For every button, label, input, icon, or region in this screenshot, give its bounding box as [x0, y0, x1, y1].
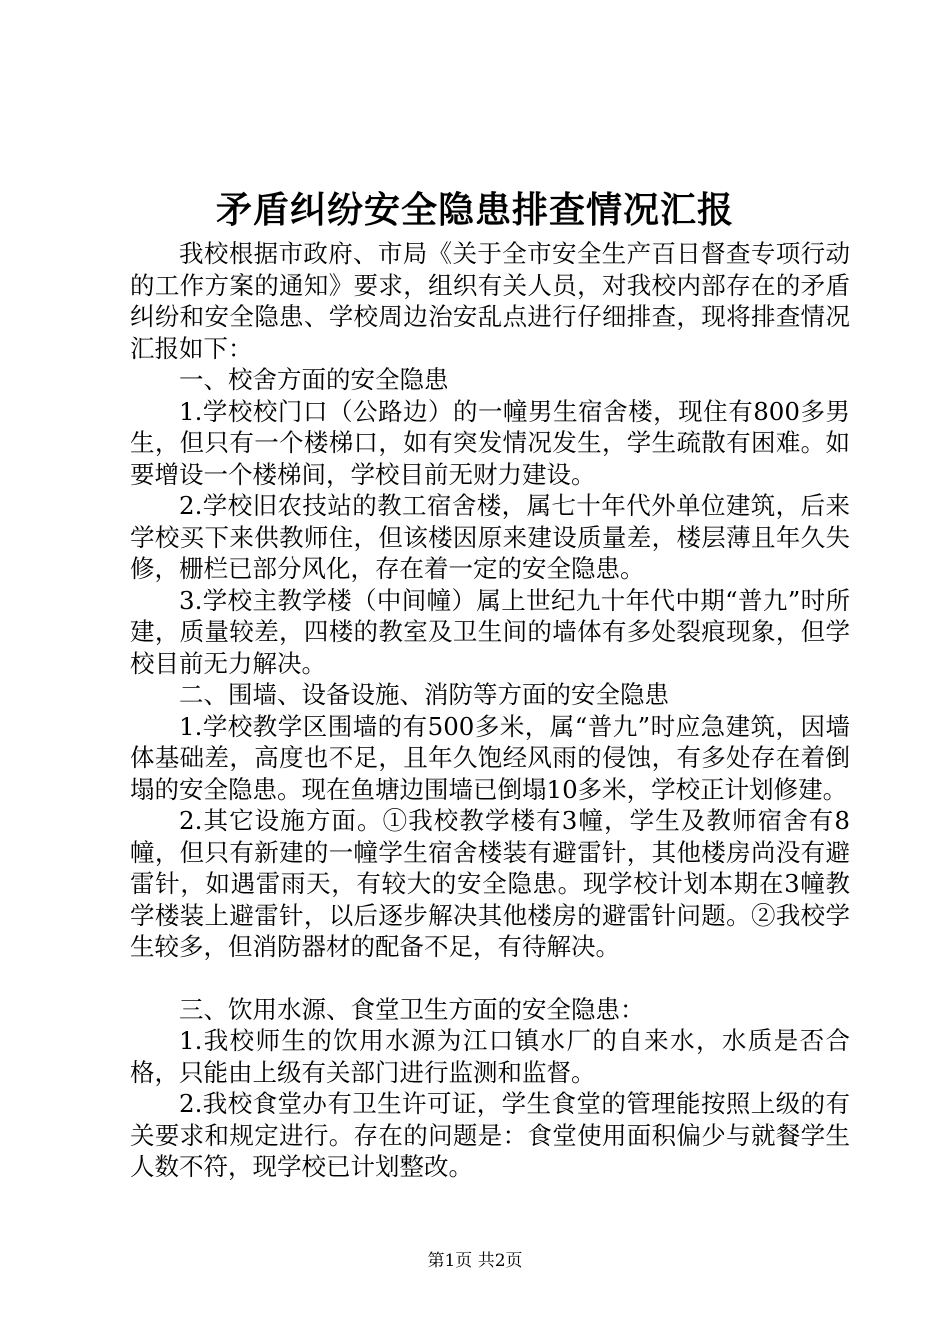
page-footer: 第1页 共2页 — [427, 1251, 523, 1271]
section-heading-2: 二、围墙、设备设施、消防等方面的安全隐患 — [179, 680, 669, 709]
paragraph-intro: 我校根据市政府、市局《关于全市安全生产百日督查专项行动的工作方案的通知》要求，组织有关人员，对我校内部存在的矛盾纠纷和安全隐患、学校周边治安乱点进行仔细排查，现将排查情况汇报如下： — [130, 239, 850, 363]
paragraph-3-1: 1.我校师生的饮用水源为江口镇水厂的自来水，水质是否合格，只能由上级有关部门进行监测和监督。 — [130, 1026, 850, 1087]
document-title: 矛盾纠纷安全隐患排查情况汇报 — [215, 189, 734, 231]
section-heading-3: 三、饮用水源、食堂卫生方面的安全隐患： — [179, 994, 645, 1024]
paragraph-3-2: 2.我校食堂办有卫生许可证，学生食堂的管理能按照上级的有关要求和规定进行。存在的问题是：食堂使用面积偏少与就餐学生人数不符，现学校已计划整改。 — [130, 1089, 850, 1181]
paragraph-2-1: 1.学校教学区围墙的有500多米，属“普九”时应急建筑，因墙体基础差，高度也不足，且年久饱经风雨的侵蚀，有多处存在着倒塌的安全隐患。现在鱼塘边围墙已倒塌10多米，学校正计划修建。 — [130, 711, 850, 804]
paragraph-2-2: 2.其它设施方面。①我校教学楼有3幢，学生及教师宿舍有8幢，但只有新建的一幢学生宿舍楼装有避雷针，其他楼房尚没有避雷针，如遇雷雨天，有较大的安全隐患。现学校计划本期在3幢教学楼装上避雷针，以后逐步解决其他楼房的避雷针问题。②我校学生较多，但消防器材的配备不足，有待解决。 — [130, 806, 850, 961]
document-body — [130, 238, 850, 1183]
section-heading-1: 一、校舍方面的安全隐患 — [179, 365, 449, 394]
paragraph-1-1: 1.学校校门口（公路边）的一幢男生宿舍楼，现住有800多男生，但只有一个楼梯口，如有突发情况发生，学生疏散有困难。如要增设一个楼梯间，学校目前无财力建设。 — [130, 396, 850, 489]
paragraph-1-2: 2.学校旧农技站的教工宿舍楼，属七十年代外单位建筑，后来学校买下来供教师住，但该楼因原来建设质量差，楼层薄且年久失修，栅栏已部分风化，存在着一定的安全隐患。 — [130, 491, 850, 583]
paragraph-1-3: 3.学校主教学楼（中间幢）属上世纪九十年代中期“普九”时所建，质量较差，四楼的教室及卫生间的墙体有多处裂痕现象，但学校目前无力解决。 — [130, 585, 850, 678]
